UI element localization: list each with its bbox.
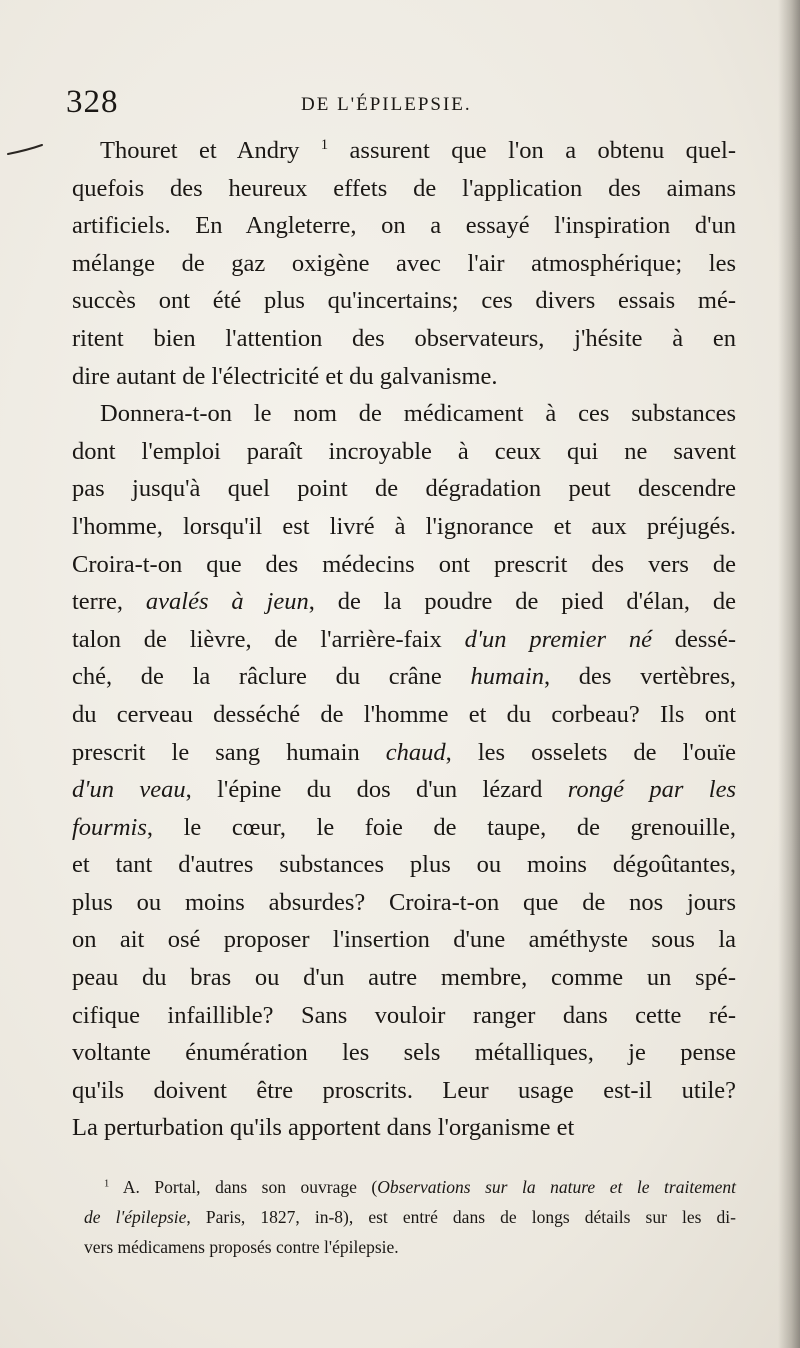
- text-run: mélange de gaz oxigène avec l'air atmosphérique; les: [72, 249, 736, 277]
- body-line: [72, 1034, 736, 1072]
- italic-run: rongé par les: [567, 776, 736, 804]
- footnote-line: [84, 1172, 736, 1202]
- text-run: dire autant de l'électricité et du galvanisme.: [72, 362, 498, 390]
- text-run: du cerveau desséché de l'homme et du corbeau? Ils ont: [72, 700, 736, 728]
- body-line: [72, 809, 736, 847]
- body-line: [72, 132, 736, 170]
- body-line: [72, 546, 736, 584]
- footnotes: [84, 1172, 736, 1262]
- body-line: [72, 771, 736, 809]
- body-line: [72, 320, 736, 358]
- body-line: [72, 583, 736, 621]
- text-run: A. Portal, dans son ouvrage (: [109, 1177, 378, 1197]
- text-run: plus ou moins absurdes? Croira-t-on que de nos jours: [72, 888, 736, 916]
- body-line: [72, 658, 736, 696]
- text-run: cifique infaillible? Sans vouloir ranger dans cette ré-: [72, 1001, 736, 1029]
- body-line: [72, 508, 736, 546]
- page-header: [66, 84, 736, 124]
- body-line: [72, 846, 736, 884]
- italic-run: chaud: [385, 738, 446, 766]
- footnote-line: [84, 1202, 736, 1232]
- body-line: [72, 433, 736, 471]
- italic-run: avalés à jeun: [145, 588, 309, 616]
- italic-run: d'un veau: [72, 776, 186, 804]
- running-head: DE L'ÉPILEPSIE.: [301, 94, 472, 115]
- body-line: [72, 395, 736, 433]
- footnote-marker: 1: [104, 1178, 110, 1190]
- text-run: , Paris, 1827, in-8), est entré dans de longs détails sur les di-: [186, 1207, 736, 1227]
- body-line: [72, 245, 736, 283]
- text-run: peau du bras ou d'un autre membre, comme un spé-: [72, 964, 736, 992]
- body-line: [72, 621, 736, 659]
- text-run: , de la poudre de pied d'élan, de: [308, 588, 737, 616]
- body-line: [72, 734, 736, 772]
- body-line: [72, 470, 736, 508]
- text-run: artificiels. En Angleterre, on a essayé l'inspiration d'un: [72, 212, 736, 240]
- text-run: dont l'emploi paraît incroyable à ceux qui ne savent: [72, 437, 736, 465]
- italic-run: d'un premier né: [464, 625, 652, 653]
- text-run: , le cœur, le foie de taupe, de grenouille,: [146, 813, 736, 841]
- text-run: dessé-: [651, 625, 736, 653]
- text-run: succès ont été plus qu'incertains; ces divers essais mé-: [72, 287, 736, 315]
- italic-run: de l'épilepsie: [84, 1207, 187, 1227]
- body-line: [72, 921, 736, 959]
- text-run: Croira-t-on que des médecins ont prescrit des vers de: [72, 550, 736, 578]
- italic-run: Observations sur la nature et le traitement: [377, 1177, 736, 1197]
- text-run: , les osselets de l'ouïe: [445, 738, 736, 766]
- body-line: [72, 358, 736, 396]
- text-run: talon de lièvre, de l'arrière-faix: [72, 625, 465, 653]
- text-run: ritent bien l'attention des observateurs, j'hésite à en: [72, 324, 736, 352]
- text-run: Thouret et Andry: [100, 137, 321, 164]
- text-run: pas jusqu'à quel point de dégradation peut descendre: [72, 475, 736, 503]
- footnote-marker: 1: [320, 137, 329, 154]
- text-run: on ait osé proposer l'insertion d'une améthyste sous la: [72, 926, 736, 954]
- page-edge-shadow: [778, 0, 800, 1348]
- body-line: [72, 1072, 736, 1110]
- body-line: [72, 207, 736, 245]
- footnote-line: [84, 1232, 736, 1262]
- text-run: terre,: [72, 588, 146, 616]
- text-run: voltante énumération les sels métalliques, je pense: [72, 1039, 736, 1067]
- body-line: [72, 282, 736, 320]
- body-line: [72, 696, 736, 734]
- text-run: l'homme, lorsqu'il est livré à l'ignorance et aux préjugés.: [72, 512, 736, 540]
- body-line: [72, 959, 736, 997]
- body-line: [72, 170, 736, 208]
- body-text: [72, 132, 736, 1147]
- text-run: prescrit le sang humain: [72, 738, 386, 766]
- body-line: [72, 1109, 736, 1147]
- text-run: ché, de la râclure du crâne: [72, 663, 471, 691]
- text-run: , des vertèbres,: [543, 663, 736, 691]
- text-run: , l'épine du dos d'un lézard: [185, 776, 568, 804]
- text-run: vers médicamens proposés contre l'épilepsie.: [84, 1237, 399, 1257]
- body-line: [72, 884, 736, 922]
- text-run: et tant d'autres substances plus ou moins dégoûtantes,: [72, 851, 736, 879]
- body-line: [72, 997, 736, 1035]
- page-number: 328: [66, 84, 119, 120]
- italic-run: fourmis: [72, 813, 147, 841]
- text-run: assurent que l'on a obtenu quel-: [328, 137, 736, 164]
- margin-pencil-mark: [6, 142, 44, 158]
- text-run: Donnera-t-on le nom de médicament à ces substances: [100, 400, 736, 428]
- text-run: La perturbation qu'ils apportent dans l'organisme et: [72, 1114, 575, 1142]
- italic-run: humain: [470, 663, 544, 691]
- text-run: qu'ils doivent être proscrits. Leur usage est-il utile?: [72, 1076, 736, 1104]
- text-run: quefois des heureux effets de l'application des aimans: [72, 174, 736, 202]
